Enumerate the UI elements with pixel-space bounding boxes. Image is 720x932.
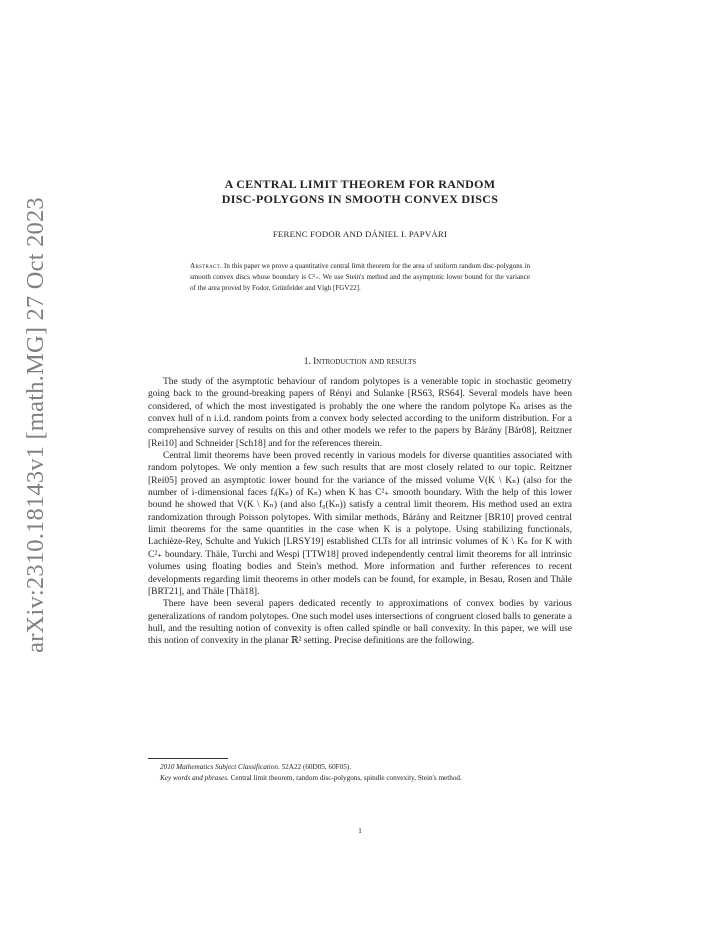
arxiv-sidebar-stamp: [14, 197, 58, 653]
paragraph: There have been several papers dedicated recently to approximations of convex bodies by various generalizations of random polytopes. One such model uses intersections of congruent closed balls to generate a hull, and the resulting notion of convexity is often called spindle or ball convexity. In this paper, we will use this notion of convexity in the planar ℝ² setting. Precise definitions are the following.: [148, 599, 572, 647]
arxiv-identifier: arXiv:2310.18143v1 [math.MG] 27 Oct 2023: [22, 197, 49, 653]
paragraph: The study of the asymptotic behaviour of random polytopes is a venerable topic in stochastic geometry going back to the ground-breaking papers of Rényi and Sulanke [RS63, RS64]. Several models have been considered, of which the most investigated is probably the one where the random polytope Kₙ arises as the convex hull of n i.i.d. random points from a convex body selected according to the uniform distribution. For a comprehensive survey of results on this and other models we refer to the papers by Bárány [Bár08], Reitzner [Rei10] and Schneider [Sch18] and for the references therein.: [148, 377, 572, 449]
footnote-rule: [148, 758, 228, 759]
abstract: [190, 261, 530, 294]
title-line-1: A CENTRAL LIMIT THEOREM FOR RANDOM: [224, 177, 496, 191]
abstract-label: Abstract.: [190, 262, 223, 270]
footnote-keywords: [148, 773, 572, 784]
paragraph: Central limit theorems have been proved recently in various models for diverse quantities associated with random polytopes. We only mention a few such results that are most closely related to our topic. Reitzner [Rei05] proved an asymptotic lower bound for the variance of the missed volume V(K \ Kₙ) (also for the number of i-dimensional faces fᵢ(Kₙ) of Kₙ) when K has C²₊ smooth boundary. With the help of this lower bound he showed that V(K \ Kₙ) (and also f₀(Kₙ)) satisfy a central limit theorem. His method used an extra randomization through Poisson polytopes. With similar methods, Bárány and Reitzner [BR10] proved central limit theorems for the same quantities in the case when K is a polytope. Using stabilizing functionals, Lachièze-Rey, Schulte and Yukich [LRSY19] established CLTs for all intrinsic volumes of K \ Kₙ for K with C²₊ boundary. Thäle, Turchi and Wespi [TTW18] proved independently central limit theorems for all intrinsic volumes using floating bodies and Stein's method. More information and further references to recent developments regarding limit theorems in other models can be found, for example, in Besau, Rosen and Thäle [BRT21], and Thäle [Thä18].: [148, 451, 572, 597]
page-number: 1: [358, 826, 362, 835]
paper-title: [148, 177, 572, 207]
authors: FERENC FODOR AND DÁNIEL I. PAPVÁRI: [272, 229, 448, 239]
footnote-keywords-value: Central limit theorem, random disc-polygons, spindle convexity, Stein's method.: [230, 773, 462, 782]
body-text: [148, 376, 572, 648]
footnote-msc-value: 52A22 (60D05, 60F05).: [281, 763, 352, 771]
footnotes: [148, 762, 572, 783]
section-heading: [148, 357, 572, 367]
footnote-keywords-label: Key words and phrases.: [160, 773, 229, 782]
abstract-text: In this paper we prove a quantitative central limit theorem for the area of uniform random disc-polygons in smooth convex discs whose boundary is C²₊. We use Stein's method and the asymptotic lower bound for the variance of the area proved by Fodor, Grünfelder and Vígh [FGV22].: [190, 262, 530, 292]
footnote-msc-label: 2010 Mathematics Subject Classification.: [160, 763, 280, 771]
section-title: Introduction and results: [313, 357, 417, 367]
footnote-msc: [148, 762, 572, 773]
title-line-2: DISC-POLYGONS IN SMOOTH CONVEX DISCS: [221, 192, 499, 206]
section-number: 1.: [303, 357, 311, 367]
